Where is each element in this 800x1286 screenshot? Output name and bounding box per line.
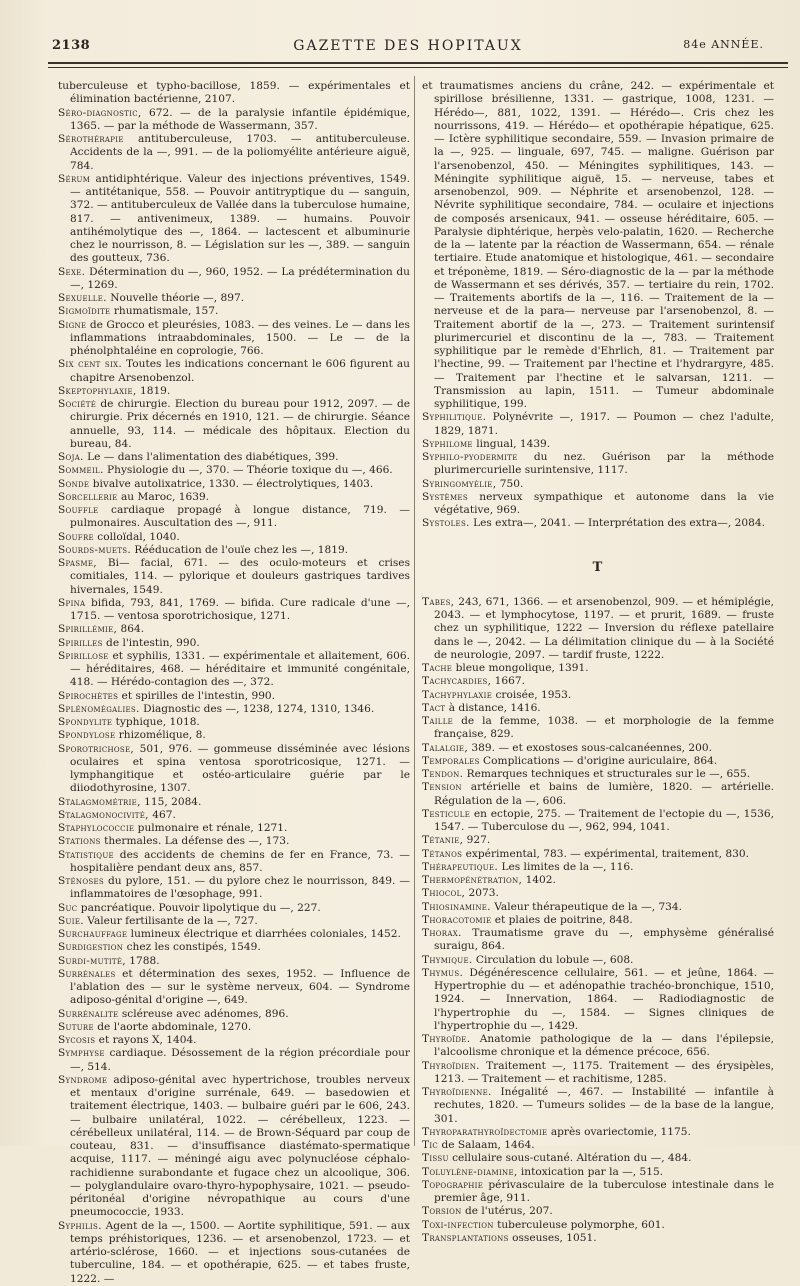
index-entry	[58, 1220, 410, 1286]
index-keyword: Tétanie,	[422, 834, 464, 847]
index-entry	[58, 1021, 410, 1034]
index-keyword: Thyroïdienne.	[422, 1086, 492, 1098]
index-references: du pylore, 151. — du pylore chez le nourrisson, 849. — inflammatoires de l'œsophage, 991.	[70, 875, 410, 901]
index-keyword: Systoles.	[422, 517, 470, 530]
index-keyword: Staphylococcie	[58, 822, 135, 834]
index-references: 1667.	[491, 675, 526, 688]
index-entry	[58, 716, 410, 729]
index-entry	[58, 398, 410, 451]
index-entry	[422, 491, 774, 518]
index-keyword: Sourds-muets.	[58, 543, 132, 556]
index-references: 389. — et exostoses sous-calcanéennes, 200.	[468, 741, 712, 754]
index-entry	[422, 438, 774, 451]
index-keyword: Six cent six.	[58, 358, 123, 371]
index-references: rhizomélique, 8.	[115, 729, 206, 742]
index-references: de la femme, 1038. — et morphologie de la femme française, 829.	[434, 715, 774, 741]
index-entry	[58, 491, 410, 504]
index-entry	[422, 1205, 774, 1218]
index-keyword: Sommeil.	[58, 464, 104, 477]
index-references: antituberculeuse, 1703. — antituberculeuse. Accidents de la —, 991. — de la poliomyélite antérieure aiguë, 784.	[70, 133, 410, 172]
index-keyword: Surdigestion	[58, 941, 124, 954]
index-keyword: Thymique.	[422, 953, 473, 966]
volume-year: 84e ANNÉE.	[683, 38, 764, 51]
index-references: rhumatismale, 157.	[110, 305, 219, 318]
index-keyword: Sigmoïdite	[58, 305, 111, 318]
index-references: de l'intestin, 990.	[102, 636, 200, 649]
header-rule	[48, 62, 788, 64]
index-keyword: Syphilome	[422, 437, 473, 450]
index-keyword: Surrénalite	[58, 1007, 119, 1020]
index-keyword: Tache	[422, 662, 453, 674]
index-entry	[58, 478, 410, 491]
index-keyword: Suc	[58, 901, 78, 914]
index-references: en ectopie, 275. — Traitement de l'ectopie du —, 1536, 1547. — Tuberculose du —, 962, 994, 1041.	[434, 807, 774, 833]
index-keyword: Suture	[58, 1020, 94, 1033]
index-keyword: Syndrome	[58, 1073, 108, 1086]
index-entry	[58, 1034, 410, 1047]
index-entry	[422, 675, 774, 688]
index-references: thermales. La défense des —, 173.	[100, 835, 290, 848]
index-references: 1819.	[136, 384, 171, 397]
index-entry	[58, 531, 410, 544]
index-entry	[422, 1139, 774, 1152]
index-keyword: Sorcellerie	[58, 490, 118, 503]
index-keyword: Toxi-infection	[422, 1218, 494, 1231]
index-entry	[422, 702, 774, 715]
index-entry	[58, 928, 410, 941]
header-rule-thin	[48, 67, 788, 68]
index-entries-s-continued	[422, 80, 774, 531]
index-entry	[422, 1219, 774, 1232]
page-header	[52, 38, 764, 60]
index-entry	[422, 901, 774, 914]
index-references: Physiologie du —, 370. — Théorie toxique du —, 466.	[103, 464, 393, 477]
index-entry	[422, 834, 774, 847]
index-keyword: Société	[58, 398, 97, 410]
index-entry	[422, 848, 774, 861]
index-entry	[58, 623, 410, 636]
index-references: et syphilis, 1331. — expérimentale et allaitement, 606. — héréditaires, 468. — héréditaire et immunité congénitale, 418. — Hérédo-contagion des —, 372.	[70, 649, 410, 689]
index-keyword: Syphilo-pyodermite	[422, 451, 518, 463]
index-references: lumineux électrique et diarrhées coloniales, 1452.	[127, 928, 401, 940]
index-references: 1788.	[125, 954, 160, 967]
index-keyword: Tétanos	[422, 847, 463, 860]
index-keyword: Topographie	[422, 1178, 484, 1191]
index-references: Bi— facial, 671. — des oculo-moteurs et crises comitiales, 114. — pylorique et douleurs gastriques tardives hivernales, 1549.	[70, 557, 410, 596]
index-entry	[422, 411, 774, 438]
index-keyword: Soufre	[58, 530, 94, 543]
index-references: tuberculeuse polymorphe, 601.	[493, 1218, 665, 1231]
index-entry	[422, 967, 774, 1033]
index-references: 2073.	[465, 887, 499, 900]
index-entry	[58, 451, 410, 464]
index-references: après ovariectomie, 1175.	[547, 1125, 691, 1138]
index-references: Les extra—, 2041. — Interprétation des extra—, 2084.	[469, 517, 765, 530]
index-keyword: Stalagmonocivité,	[58, 808, 149, 821]
index-references: pulmonaire et rénale, 1271.	[134, 822, 288, 834]
index-keyword: Thyroïde.	[422, 1033, 471, 1045]
index-entry	[422, 478, 774, 491]
index-keyword: Torsion	[422, 1205, 462, 1218]
index-references: nerveux sympathique et autonome dans la vie végétative, 969.	[434, 490, 774, 516]
index-keyword: Tachyphylaxie	[422, 688, 493, 701]
index-keyword: Tachycardies,	[422, 675, 492, 688]
index-entry	[58, 504, 410, 531]
index-references: tuberculeuse et typho-bacillose, 1859. — expérimentales et élimination bactérienne, 2107.	[58, 80, 410, 106]
index-keyword: Thérapeutique.	[422, 860, 499, 873]
index-entry	[58, 173, 410, 266]
index-entry	[58, 690, 410, 703]
index-references: Les limites de la —, 116.	[498, 860, 634, 873]
index-keyword: Tic	[422, 1139, 439, 1151]
index-entry	[58, 796, 410, 809]
index-entry	[422, 1232, 774, 1245]
index-entry	[422, 662, 774, 675]
index-references: 864.	[117, 623, 145, 636]
index-references: Rééducation de l'ouïe chez les —, 1819.	[131, 543, 349, 556]
index-entry	[58, 637, 410, 650]
index-references: 750.	[496, 477, 524, 490]
index-keyword: Stalagmométrie,	[58, 795, 141, 808]
index-references: et rayons X, 1404.	[95, 1034, 197, 1046]
index-keyword: Spasme,	[58, 557, 97, 569]
index-entry	[58, 305, 410, 318]
index-references: Toutes les indications concernant le 606 figurent au chapitre Arsenobenzol.	[70, 358, 411, 384]
index-keyword: Tabes,	[422, 595, 455, 608]
index-references: bleue mongolique, 1391.	[452, 662, 589, 674]
index-references: de l'aorte abdominale, 1270.	[93, 1020, 252, 1033]
index-keyword: Testicule	[422, 807, 471, 820]
index-keyword: Thiocol,	[422, 887, 466, 900]
index-references: Anatomie pathologique de la — dans l'épilepsie, l'alcoolisme chronique et la démence précoce, 656.	[434, 1033, 774, 1059]
index-keyword: Temporales	[422, 754, 480, 767]
index-references: cardiaque. Désossement de la région précordiale pour —, 514.	[70, 1047, 410, 1073]
index-entry	[422, 80, 774, 411]
index-keyword: Souffle	[58, 504, 99, 516]
index-entry	[58, 597, 410, 624]
index-references: de Salaam, 1464.	[438, 1139, 535, 1151]
index-references: intoxication par la —, 515.	[517, 1165, 664, 1178]
index-references: Le — dans l'alimentation des diabétiques, 399.	[83, 451, 339, 463]
index-keyword: Transplantations	[422, 1231, 509, 1244]
index-entry	[58, 266, 410, 293]
index-entry	[58, 385, 410, 398]
index-entry	[422, 861, 774, 874]
index-references: 1402.	[522, 874, 556, 886]
index-references: osseuses, 1051.	[508, 1231, 597, 1244]
index-entry	[422, 715, 774, 742]
index-entry	[422, 808, 774, 835]
index-keyword: Soja.	[58, 451, 84, 463]
index-entry	[58, 729, 410, 742]
index-entries-t	[422, 596, 774, 1245]
index-references: Valeur fertilisante de la —, 727.	[83, 914, 258, 927]
index-references: Agent de la —, 1500. — Aortite syphilitique, 591. — aux temps préhistoriques, 1236. — et arsenobenzol, 1723. — et artério-sclérose, 1660. — et injections sous-cutanées de tuberculine, 184. — et opothérapie, 625. — et tabes fruste, 1222. —	[70, 1219, 410, 1285]
index-references: 115, 2084.	[140, 795, 202, 808]
index-references: typhique, 1018.	[112, 716, 200, 728]
index-entry	[58, 703, 410, 716]
index-entry	[422, 1060, 774, 1087]
index-keyword: Sporotrichose,	[58, 742, 135, 755]
index-keyword: Spina	[58, 596, 86, 609]
index-entry	[58, 915, 410, 928]
index-keyword: Syphilis.	[58, 1219, 102, 1232]
section-letter-heading: T	[592, 559, 604, 575]
journal-title: GAZETTE DES HOPITAUX	[293, 38, 523, 54]
index-keyword: Surchauffage	[58, 928, 128, 940]
index-references: et spirilles de l'intestin, 990.	[118, 689, 276, 702]
index-keyword: Thermopénétration,	[422, 874, 523, 886]
index-entry	[422, 1086, 774, 1126]
index-entry	[58, 968, 410, 1008]
index-keyword: Statistique	[58, 848, 114, 861]
index-entry	[422, 1179, 774, 1206]
index-references: périvasculaire de la tuberculose intestinale dans le premier âge, 911.	[434, 1178, 774, 1204]
index-references: Complications — d'origine auriculaire, 864.	[479, 754, 718, 767]
index-keyword: Spondylose	[58, 729, 116, 742]
index-entry	[58, 464, 410, 477]
index-column-right	[422, 80, 774, 1244]
index-keyword: Systèmes	[422, 490, 468, 503]
index-keyword: Syphilitique.	[422, 411, 487, 424]
index-references: Dégénérescence cellulaire, 561. — et jeûne, 1864. — Hypertrophie du — et adénopathie trachéo-bronchique, 1510, 1924. — Innervation, 1864. — Radiodiagnostic de l'hypertrophie du —, 1584. — Signes cliniques de l'hypertrophie du —, 1429.	[434, 966, 774, 1032]
index-entry	[58, 107, 410, 134]
index-entry	[58, 743, 410, 796]
index-keyword: Spirilles	[58, 636, 103, 649]
index-entry	[58, 902, 410, 915]
index-entry	[58, 941, 410, 954]
index-entry	[58, 557, 410, 597]
index-references: croisée, 1953.	[492, 688, 572, 701]
index-keyword: Syringomyélie,	[422, 477, 497, 490]
index-entry	[422, 954, 774, 967]
index-keyword: Spirochètes	[58, 689, 119, 702]
index-references: adiposo-génital avec hypertrichose, troubles nerveux et mentaux d'origine surrénale, 649. — basedowien et traitement électrique, 1403. — bulbaire guéri par le 606, 243. — bulbaire unilatéral, 1022. — cérébelleux, 1223. — cérébelleux unilatéral, 114. — de Brown-Séquard par coup de couteau, 831. — d'insuffisance diastémato-spermatique acquise, 1117. — méningé aigu avec polynucléose céphalo-rachidienne surabondante et fugace chez un alcoolique, 306. — polyglandulaire ovaro-thyro-hypophysaire, 1021. — pseudo-péritonéal d'origine névropathique au cours d'une pneumococcie, 1933.	[70, 1073, 410, 1219]
index-entry	[422, 742, 774, 755]
index-keyword: Tissu	[422, 1152, 449, 1165]
index-references: et détermination des sexes, 1952. — Influence de l'ablation des — sur le système nerveux, 604. — Syndrome adiposo-génital d'origine —, 649.	[70, 967, 410, 1007]
index-entry	[58, 822, 410, 835]
index-keyword: Sexuelle.	[58, 292, 107, 304]
index-keyword: Symphyse	[58, 1047, 105, 1060]
index-entry	[422, 781, 774, 808]
index-entry	[58, 650, 410, 690]
index-references: de l'utérus, 207.	[461, 1205, 553, 1218]
index-references: lingual, 1439.	[472, 437, 551, 450]
index-keyword: Sténoses	[58, 875, 105, 887]
index-references: Traumatisme grave du —, emphysème généralisé suraigu, 864.	[434, 927, 774, 953]
index-entry	[422, 1152, 774, 1165]
page-number: 2138	[52, 38, 91, 53]
index-references: au Maroc, 1639.	[117, 490, 210, 503]
index-references: pancréatique. Pouvoir lipolytique du —, 227.	[77, 901, 321, 914]
index-entry	[58, 835, 410, 848]
index-references: 501, 976. — gommeuse disséminée avec lésions oculaires et spina ventosa sporotricosique, 1271. — lymphangitique et ostéo-articulaire guérie par le diiodothyrosine, 1307.	[70, 742, 410, 795]
index-keyword: Séro-diagnostic,	[58, 106, 142, 119]
index-references: cellulaire sous-cutané. Altération du —, 484.	[448, 1152, 692, 1165]
index-references: des accidents de chemins de fer en France, 73. —hospitalière pendant deux ans, 857.	[70, 848, 410, 874]
index-keyword: Thiosinamine.	[422, 900, 491, 913]
index-entry	[58, 809, 410, 822]
index-entry	[58, 319, 410, 359]
index-references: bifida, 793, 841, 1769. — bifida. Cure radicale d'une —, 1715. — ventosa sporotrichosique, 1271.	[70, 596, 410, 622]
index-references: artérielle et bains de lumière, 1820. — artérielle. Régulation de la —, 606.	[434, 781, 774, 807]
index-entry	[58, 1008, 410, 1021]
index-entry	[422, 768, 774, 781]
index-references: 243, 671, 1366. — et arsenobenzol, 909. — et hémiplégie, 2043. — et lymphocytose, 1197. — et prurit, 1689. — fruste chez un syphilitique, 1222 — Inversion du réflexe patellaire dans le —, 2042. — La délimitation clinique du — à la Société de neurologie, 2097. — tardif fruste, 1222.	[434, 595, 774, 661]
index-keyword: Stations	[58, 835, 101, 848]
index-entry	[422, 1166, 774, 1179]
index-keyword: Spirillose	[58, 649, 109, 662]
index-entry	[422, 451, 774, 478]
column-separator	[414, 76, 415, 1146]
index-references: 467.	[148, 808, 176, 821]
index-references: Polynévrite —, 1917. — Poumon — chez l'adulte, 1829, 1871.	[434, 411, 774, 437]
index-keyword: Sexe.	[58, 265, 86, 278]
index-entry	[422, 1126, 774, 1139]
index-references: Inégalité —, 467. — Instabilité — infantile à rechutes, 1820. — Tumeurs solides — de la base de la langue, 301.	[434, 1086, 774, 1125]
index-keyword: Surrénales	[58, 967, 116, 980]
index-references: antidiphtérique. Valeur des injections préventives, 1549. — antitétanique, 558. — Pouvoir antitryptique du — sanguin, 372. — antituberculeux de Vallée dans la tuberculose humaine, 817. — antivenimeux, 1389. — humains. Pouvoir antihémolytique des —, 1864. — lactescent et albuminurie chez le nourrisson, 8. — Législation sur les —, 389. — sanguin des goutteux, 736.	[70, 172, 411, 265]
index-references: Remarques techniques et structurales sur le —, 655.	[463, 768, 751, 780]
index-keyword: Tendon.	[422, 768, 464, 780]
index-entry	[422, 596, 774, 662]
index-references: Diagnostic des —, 1238, 1274, 1310, 1346.	[139, 702, 375, 715]
index-keyword: Thyroparathyroïdectomie	[422, 1125, 548, 1138]
index-references: de chirurgie. Election du bureau pour 1912, 2097. — de chirurgie. Prix décernés en 1910, 121. — de chirurgie. Séance annuelle, 93, 114. — médicale des hôpitaux. Election du bureau, 84.	[70, 398, 410, 450]
index-references: Traitement —, 1175. Traitement — des érysipèles, 1213. — Traitement — et rachitisme, 1285.	[434, 1059, 774, 1085]
index-entry	[422, 887, 774, 900]
index-references: scléreuse avec adénomes, 896.	[118, 1007, 289, 1020]
index-keyword: Spirillémie,	[58, 623, 118, 636]
index-keyword: Thorax.	[422, 927, 462, 939]
index-column-left	[58, 80, 411, 1285]
index-entry	[58, 292, 410, 305]
index-entry	[58, 875, 410, 902]
index-references: chez les constipés, 1549.	[123, 941, 261, 954]
index-keyword: Splénomégalies.	[58, 702, 140, 715]
index-entry	[58, 955, 410, 968]
index-references: Nouvelle théorie —, 897.	[106, 292, 245, 304]
index-references: Valeur thérapeutique de la —, 734.	[490, 900, 683, 913]
index-keyword: Skeptophylaxie,	[58, 384, 137, 397]
index-keyword: Toluylène-diamine,	[422, 1165, 518, 1178]
index-keyword: Thyroïdien.	[422, 1059, 480, 1072]
index-references: du nez. Guérison par la méthode plurimercurielle surintensive, 1117.	[434, 451, 774, 477]
index-entry	[58, 544, 410, 557]
index-keyword: Sérothérapie	[58, 133, 124, 145]
index-keyword: Sérum	[58, 172, 91, 185]
index-entry	[422, 755, 774, 768]
index-references: 927.	[463, 834, 491, 847]
index-references: Circulation du lobule —, 608.	[472, 953, 634, 966]
index-keyword: Spondylite	[58, 716, 113, 728]
index-references: cardiaque propagé à longue distance, 719. — pulmonaires. Auscultation des —, 911.	[70, 504, 410, 530]
index-entry	[422, 874, 774, 887]
index-references: et traumatismes anciens du crâne, 242. — expérimentale et spirillose brésilienne, 1331. — gastrique, 1008, 1231. — Hérédo—, 881, 1022, 1391. — Hérédo—. Cris chez les nourrissons, 419. — Hérédo— et opothérapie hépatique, 625. — Ictère syphilitique secondaire, 559. — Invasion primaire de la —, 925. — linguale, 697, 745. — maligne. Guérison par l'arsenobenzol, 450. — Méningites syphilitiques, 143. — Méningite syphilitique aiguë, 15. — nerveuse, tabes et arsenobenzol, 909. — Néphrite et arsenobenzol, 128. — Névrite syphilitique secondaire, 784. — oculaire et injections de composés arsenicaux, 941. — osseuse héréditaire, 605. — Paralysie diphtérique, herpès velo-palatin, 1620. — Recherche de la — latente par la réaction de Wassermann, 654. — rénale tertiaire. Etude anatomique et histologique, 461. — secondaire et tréponème, 1819. — Séro-diagnostic de la — par la méthode de Wassermann et ses dérivés, 357. — tertiaire du rein, 1702. — Traitements abortifs de la —, 116. — Traitement de la — nerveuse et de la para— nerveuse par l'arsenobenzol, 8. — Traitement abortif de la —, 273. — Traitement surintensif plurimercuriel et discontinu de la —, 783. — Traitement syphilitique par le remède d'Ehrlich, 81. — Traitement par l'hectine, 99. — Traitement par l'hectine et l'hydrargyre, 485. — Traitement par l'hectine et le salvarsan, 1211. — Transmission au lapin, 1511. — Tumeur abdominale syphilitique, 199.	[422, 80, 774, 410]
index-entry	[422, 517, 774, 530]
index-entry	[58, 133, 410, 173]
index-keyword: Sycosis	[58, 1034, 96, 1046]
index-entry	[58, 1047, 410, 1074]
index-entry	[58, 1074, 410, 1220]
index-entry	[422, 1033, 774, 1060]
index-references: de Grocco et pleurésies, 1083. — des veines. Le — dans les inflammations intraabdominales, 1500. — Le — de la phénolphtaléine en coprologie, 766.	[70, 318, 410, 357]
index-entry	[58, 849, 410, 876]
index-entry	[422, 914, 774, 927]
index-keyword: Thymus.	[422, 966, 464, 979]
index-keyword: Surdi-mutité,	[58, 954, 126, 967]
index-references: bivalve autolixatrice, 1330. — électrolytiques, 1403.	[89, 477, 374, 490]
index-references: 672. — de la paralysie infantile épidémique, 1365. — par la méthode de Wassermann, 357.	[70, 106, 410, 132]
index-references: à distance, 1416.	[445, 701, 541, 714]
index-keyword: Taille	[422, 715, 454, 727]
index-references: expérimental, 783. — expérimental, traitement, 830.	[462, 847, 749, 860]
index-keyword: Sonde	[58, 477, 90, 490]
index-keyword: Signe	[58, 318, 87, 331]
index-keyword: Thoracotomie	[422, 913, 492, 926]
index-references: colloïdal, 1040.	[93, 530, 180, 543]
index-keyword: Suie.	[58, 914, 84, 927]
index-references: Détermination du —, 960, 1952. — La prédétermination du —, 1269.	[70, 265, 410, 291]
index-entry	[58, 358, 410, 385]
index-keyword: Talalgie,	[422, 741, 469, 754]
index-keyword: Tension	[422, 781, 462, 794]
index-entry	[58, 80, 410, 107]
index-entry	[422, 689, 774, 702]
index-references: et plaies de poitrine, 848.	[491, 913, 633, 926]
index-keyword: Tact	[422, 701, 446, 714]
index-entry	[422, 927, 774, 954]
